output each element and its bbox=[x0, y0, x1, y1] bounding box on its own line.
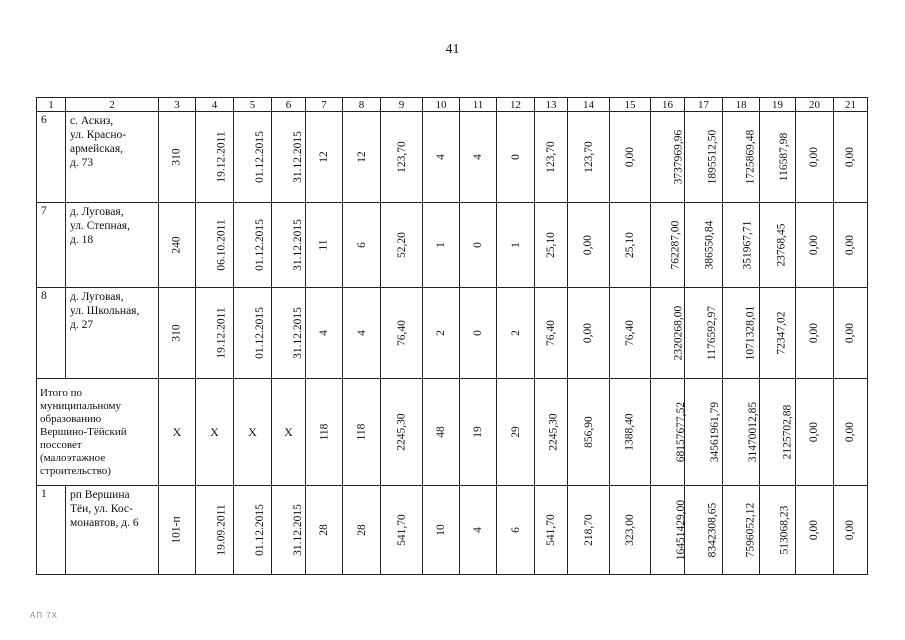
table-cell bbox=[535, 288, 568, 379]
cell-value: 101-п bbox=[170, 516, 183, 544]
not-applicable-cell: X bbox=[272, 379, 306, 486]
table-cell bbox=[497, 379, 535, 486]
table-cell bbox=[760, 486, 796, 575]
cell-value: 1388,40 bbox=[624, 413, 636, 451]
table-cell bbox=[159, 486, 196, 575]
cell-value: 1725869,48 bbox=[744, 129, 757, 185]
table-cell bbox=[723, 288, 760, 379]
not-applicable-cell: X bbox=[196, 379, 234, 486]
column-number: 16 bbox=[651, 98, 685, 112]
cell-value: 1176592,97 bbox=[706, 305, 719, 361]
footer-stamp: АП 7Х bbox=[30, 611, 59, 620]
table-cell bbox=[343, 203, 381, 288]
table-cell bbox=[497, 203, 535, 288]
column-number: 19 bbox=[760, 98, 796, 112]
table-cell bbox=[343, 288, 381, 379]
column-number: 8 bbox=[343, 98, 381, 112]
column-number: 9 bbox=[381, 98, 423, 112]
cell-value: 25,10 bbox=[545, 232, 557, 258]
column-number: 14 bbox=[568, 98, 610, 112]
cell-value: 31470012,85 bbox=[747, 401, 760, 463]
address-line: д. 73 bbox=[70, 157, 94, 169]
cell-value: 4 bbox=[472, 527, 484, 533]
cell-value: 06.10.2011 bbox=[215, 219, 228, 271]
cell-value: 1895512,50 bbox=[706, 129, 719, 185]
column-number: 17 bbox=[685, 98, 723, 112]
table-cell bbox=[568, 379, 610, 486]
cell-value: 25,10 bbox=[624, 232, 636, 258]
column-number: 20 bbox=[796, 98, 834, 112]
column-number: 3 bbox=[159, 98, 196, 112]
cell-value: 8342308,65 bbox=[706, 502, 719, 558]
address-line: строительство) bbox=[40, 464, 111, 477]
table-cell bbox=[423, 486, 460, 575]
cell-value: 01.12.2015 bbox=[253, 504, 266, 556]
table-cell bbox=[610, 486, 651, 575]
table-cell bbox=[651, 288, 685, 379]
table-cell bbox=[535, 203, 568, 288]
cell-value: 323,00 bbox=[624, 514, 636, 546]
cell-value: 12 bbox=[355, 151, 368, 163]
table-cell bbox=[343, 486, 381, 575]
cell-value: 01.12.2015 bbox=[253, 219, 266, 271]
object-address bbox=[66, 112, 159, 203]
address-line: д. Луговая, bbox=[70, 291, 124, 303]
cell-value: 2 bbox=[435, 330, 447, 336]
cell-value: 2 bbox=[509, 330, 522, 336]
cell-value: 16451429,00 bbox=[675, 499, 688, 561]
object-address bbox=[66, 288, 159, 379]
cell-value: 351967,71 bbox=[741, 220, 754, 270]
column-number: 7 bbox=[306, 98, 343, 112]
table-cell bbox=[651, 112, 685, 203]
cell-value: 123,70 bbox=[545, 141, 557, 173]
column-number: 21 bbox=[834, 98, 868, 112]
cell-value: 31.12.2015 bbox=[291, 307, 304, 359]
table-row bbox=[37, 288, 868, 379]
table-row bbox=[37, 203, 868, 288]
table-cell bbox=[423, 203, 460, 288]
table-cell bbox=[234, 203, 272, 288]
table-cell bbox=[306, 203, 343, 288]
address-line: армейская, bbox=[70, 143, 124, 155]
cell-value: 19 bbox=[472, 426, 484, 438]
row-number: 1 bbox=[37, 486, 66, 575]
column-number: 4 bbox=[196, 98, 234, 112]
table-cell bbox=[568, 203, 610, 288]
cell-value: 10 bbox=[435, 524, 447, 536]
cell-value: 541,70 bbox=[395, 514, 408, 546]
table-cell bbox=[610, 379, 651, 486]
not-applicable-cell: X bbox=[234, 379, 272, 486]
address-line: д. 18 bbox=[70, 234, 94, 246]
table-cell bbox=[460, 379, 497, 486]
cell-value: 19.12.2011 bbox=[215, 307, 228, 359]
cell-value: 19.09.2011 bbox=[215, 504, 228, 556]
header-row bbox=[37, 98, 868, 112]
cell-value: 762287,00 bbox=[669, 220, 682, 270]
cell-value: 76,40 bbox=[395, 320, 408, 346]
table-cell bbox=[568, 288, 610, 379]
address-line: монавтов, д. 6 bbox=[70, 517, 139, 529]
cell-value: 218,70 bbox=[582, 514, 595, 546]
table-cell bbox=[306, 112, 343, 203]
cell-value: 76,40 bbox=[545, 320, 557, 346]
total-row bbox=[37, 379, 868, 486]
cell-value: 386550,84 bbox=[703, 220, 716, 270]
table-cell bbox=[723, 486, 760, 575]
cell-value: 0 bbox=[509, 154, 522, 160]
cell-value: 0,00 bbox=[808, 322, 821, 344]
table-cell bbox=[159, 288, 196, 379]
cell-value: 01.12.2015 bbox=[253, 131, 266, 183]
cell-value: 4 bbox=[355, 330, 368, 336]
table-cell bbox=[196, 203, 234, 288]
table-cell bbox=[234, 486, 272, 575]
cell-value: 28 bbox=[355, 524, 368, 536]
cell-value: 0 bbox=[472, 330, 484, 336]
column-number: 1 bbox=[37, 98, 66, 112]
cell-value: 2320268,00 bbox=[672, 305, 685, 361]
cell-value: 31.12.2015 bbox=[291, 504, 304, 556]
cell-value: 4 bbox=[472, 154, 484, 160]
cell-value: 3737969,96 bbox=[672, 129, 685, 185]
cell-value: 0,00 bbox=[844, 322, 857, 344]
cell-value: 48 bbox=[435, 426, 447, 438]
table-cell bbox=[834, 379, 868, 486]
table-cell bbox=[834, 486, 868, 575]
address-line: муниципальному bbox=[40, 399, 122, 412]
address-line: (малоэтажное bbox=[40, 451, 106, 464]
column-number: 5 bbox=[234, 98, 272, 112]
table-cell bbox=[234, 112, 272, 203]
cell-value: 6 bbox=[509, 527, 522, 533]
table-cell bbox=[381, 486, 423, 575]
table-cell bbox=[381, 379, 423, 486]
address-line: д. 27 bbox=[70, 319, 94, 331]
cell-value: 1071328,01 bbox=[744, 305, 757, 361]
table-row bbox=[37, 112, 868, 203]
table-cell bbox=[834, 112, 868, 203]
address-line: ул. Школьная, bbox=[70, 305, 140, 317]
table-cell bbox=[196, 288, 234, 379]
cell-value: 4 bbox=[435, 154, 447, 160]
cell-value: 541,70 bbox=[545, 514, 557, 546]
cell-value: 28 bbox=[318, 524, 330, 536]
cell-value: 52,20 bbox=[395, 232, 408, 258]
cell-value: 12 bbox=[318, 151, 330, 163]
table-cell bbox=[760, 379, 796, 486]
table-body bbox=[37, 98, 868, 575]
row-number: 6 bbox=[37, 112, 66, 203]
cell-value: 1 bbox=[435, 242, 447, 248]
table-cell bbox=[497, 486, 535, 575]
table-cell bbox=[760, 203, 796, 288]
table-cell bbox=[159, 203, 196, 288]
cell-value: 310 bbox=[171, 148, 183, 166]
table-cell bbox=[272, 203, 306, 288]
table-cell bbox=[159, 112, 196, 203]
table-cell bbox=[610, 112, 651, 203]
cell-value: 0,00 bbox=[808, 519, 821, 541]
cell-value: 0,00 bbox=[808, 234, 821, 256]
table-cell bbox=[535, 486, 568, 575]
table-cell bbox=[723, 379, 760, 486]
table-cell bbox=[610, 288, 651, 379]
cell-value: 76,40 bbox=[624, 320, 636, 346]
cell-value: 6 bbox=[355, 242, 368, 248]
cell-value: 2245,30 bbox=[395, 413, 408, 451]
column-number: 13 bbox=[535, 98, 568, 112]
table-cell bbox=[460, 486, 497, 575]
table-cell bbox=[568, 112, 610, 203]
table-cell bbox=[234, 288, 272, 379]
cell-value: 240 bbox=[171, 236, 183, 254]
cell-value: 116587,98 bbox=[778, 132, 791, 182]
column-number: 10 bbox=[423, 98, 460, 112]
address-line: ул. Степная, bbox=[70, 220, 130, 232]
table-cell bbox=[196, 112, 234, 203]
cell-value: 7596052,12 bbox=[744, 502, 757, 558]
cell-value: 0,00 bbox=[582, 234, 595, 256]
table-cell bbox=[796, 203, 834, 288]
cell-value: 2245,30 bbox=[547, 413, 560, 451]
table-cell bbox=[685, 379, 723, 486]
cell-value: 0,00 bbox=[844, 234, 857, 256]
table-cell bbox=[685, 486, 723, 575]
cell-value: 0,00 bbox=[624, 146, 636, 168]
column-number: 15 bbox=[610, 98, 651, 112]
object-address bbox=[66, 486, 159, 575]
address-line: Тёи, ул. Кос- bbox=[70, 503, 133, 515]
cell-value: 1 bbox=[509, 242, 522, 248]
table-cell bbox=[343, 112, 381, 203]
table-cell bbox=[423, 112, 460, 203]
address-line: Вершино-Тёйский bbox=[40, 425, 127, 438]
table-cell bbox=[381, 288, 423, 379]
column-number: 2 bbox=[66, 98, 159, 112]
address-line: образованию bbox=[40, 412, 102, 425]
address-line: д. Луговая, bbox=[70, 206, 124, 218]
cell-value: 0,00 bbox=[844, 519, 857, 541]
address-line: Итого по bbox=[40, 386, 82, 399]
table-cell bbox=[460, 203, 497, 288]
row-number: 8 bbox=[37, 288, 66, 379]
table-cell bbox=[723, 112, 760, 203]
cell-value: 118 bbox=[317, 423, 330, 441]
total-label bbox=[37, 379, 159, 486]
table-cell bbox=[685, 288, 723, 379]
table-cell bbox=[834, 203, 868, 288]
table-cell bbox=[796, 486, 834, 575]
table-cell bbox=[685, 112, 723, 203]
table-cell bbox=[834, 288, 868, 379]
cell-value: 72347,02 bbox=[775, 311, 788, 355]
cell-value: 123,70 bbox=[395, 141, 408, 173]
table-cell bbox=[651, 486, 688, 575]
cell-value: 34561961,79 bbox=[709, 401, 722, 463]
cell-value: 118 bbox=[355, 423, 368, 441]
cell-value: 0,00 bbox=[808, 421, 821, 443]
table-cell bbox=[497, 112, 535, 203]
table-cell bbox=[651, 379, 688, 486]
cell-value: 0,00 bbox=[844, 421, 857, 443]
table-cell bbox=[460, 112, 497, 203]
address-line: ул. Красно- bbox=[70, 129, 127, 141]
cell-value: 19.12.2011 bbox=[215, 131, 228, 183]
table-cell bbox=[423, 379, 460, 486]
cell-value: 2125702,88 bbox=[781, 404, 794, 460]
cell-value: 29 bbox=[509, 426, 522, 438]
table-cell bbox=[497, 288, 535, 379]
cell-value: 23768,45 bbox=[775, 223, 788, 267]
cell-value: 0,00 bbox=[582, 322, 595, 344]
table-cell bbox=[272, 288, 306, 379]
column-number: 6 bbox=[272, 98, 306, 112]
table-cell bbox=[306, 379, 343, 486]
table-cell bbox=[651, 203, 685, 288]
cell-value: 01.12.2015 bbox=[253, 307, 266, 359]
column-number: 11 bbox=[460, 98, 497, 112]
address-line: с. Аскиз, bbox=[70, 115, 114, 127]
table-cell bbox=[535, 112, 568, 203]
table-cell bbox=[343, 379, 381, 486]
cell-value: 0,00 bbox=[808, 146, 821, 168]
cell-value: 123,70 bbox=[582, 141, 595, 173]
address-line: рп Вершина bbox=[70, 489, 130, 501]
table-cell bbox=[460, 288, 497, 379]
cell-value: 31.12.2015 bbox=[291, 219, 304, 271]
table-cell bbox=[796, 112, 834, 203]
table-cell bbox=[796, 379, 834, 486]
cell-value: 310 bbox=[171, 324, 183, 342]
table-cell bbox=[381, 203, 423, 288]
housing-table bbox=[36, 97, 868, 575]
table-cell bbox=[610, 203, 651, 288]
column-number: 18 bbox=[723, 98, 760, 112]
table-cell bbox=[796, 288, 834, 379]
table-cell bbox=[306, 288, 343, 379]
table-cell bbox=[381, 112, 423, 203]
table-cell bbox=[723, 203, 760, 288]
cell-value: 68157677,52 bbox=[675, 401, 688, 463]
address-line: поссовет bbox=[40, 438, 82, 451]
table-cell bbox=[568, 486, 610, 575]
cell-value: 11 bbox=[317, 239, 330, 251]
table-cell bbox=[535, 379, 568, 486]
table-cell bbox=[196, 486, 234, 575]
cell-value: 0,00 bbox=[844, 146, 857, 168]
page-number: 41 bbox=[445, 42, 460, 57]
table-cell bbox=[272, 486, 306, 575]
cell-value: 856,90 bbox=[582, 416, 595, 448]
table-cell bbox=[272, 112, 306, 203]
column-number: 12 bbox=[497, 98, 535, 112]
table-cell bbox=[685, 203, 723, 288]
object-address bbox=[66, 203, 159, 288]
cell-value: 4 bbox=[318, 330, 330, 336]
table-cell bbox=[760, 112, 796, 203]
row-number: 7 bbox=[37, 203, 66, 288]
cell-value: 0 bbox=[472, 242, 484, 248]
table-cell bbox=[306, 486, 343, 575]
table-cell bbox=[423, 288, 460, 379]
cell-value: 513068,23 bbox=[778, 505, 791, 555]
table-cell bbox=[760, 288, 796, 379]
not-applicable-cell: X bbox=[159, 379, 196, 486]
table-row bbox=[37, 486, 868, 575]
cell-value: 31.12.2015 bbox=[291, 131, 304, 183]
